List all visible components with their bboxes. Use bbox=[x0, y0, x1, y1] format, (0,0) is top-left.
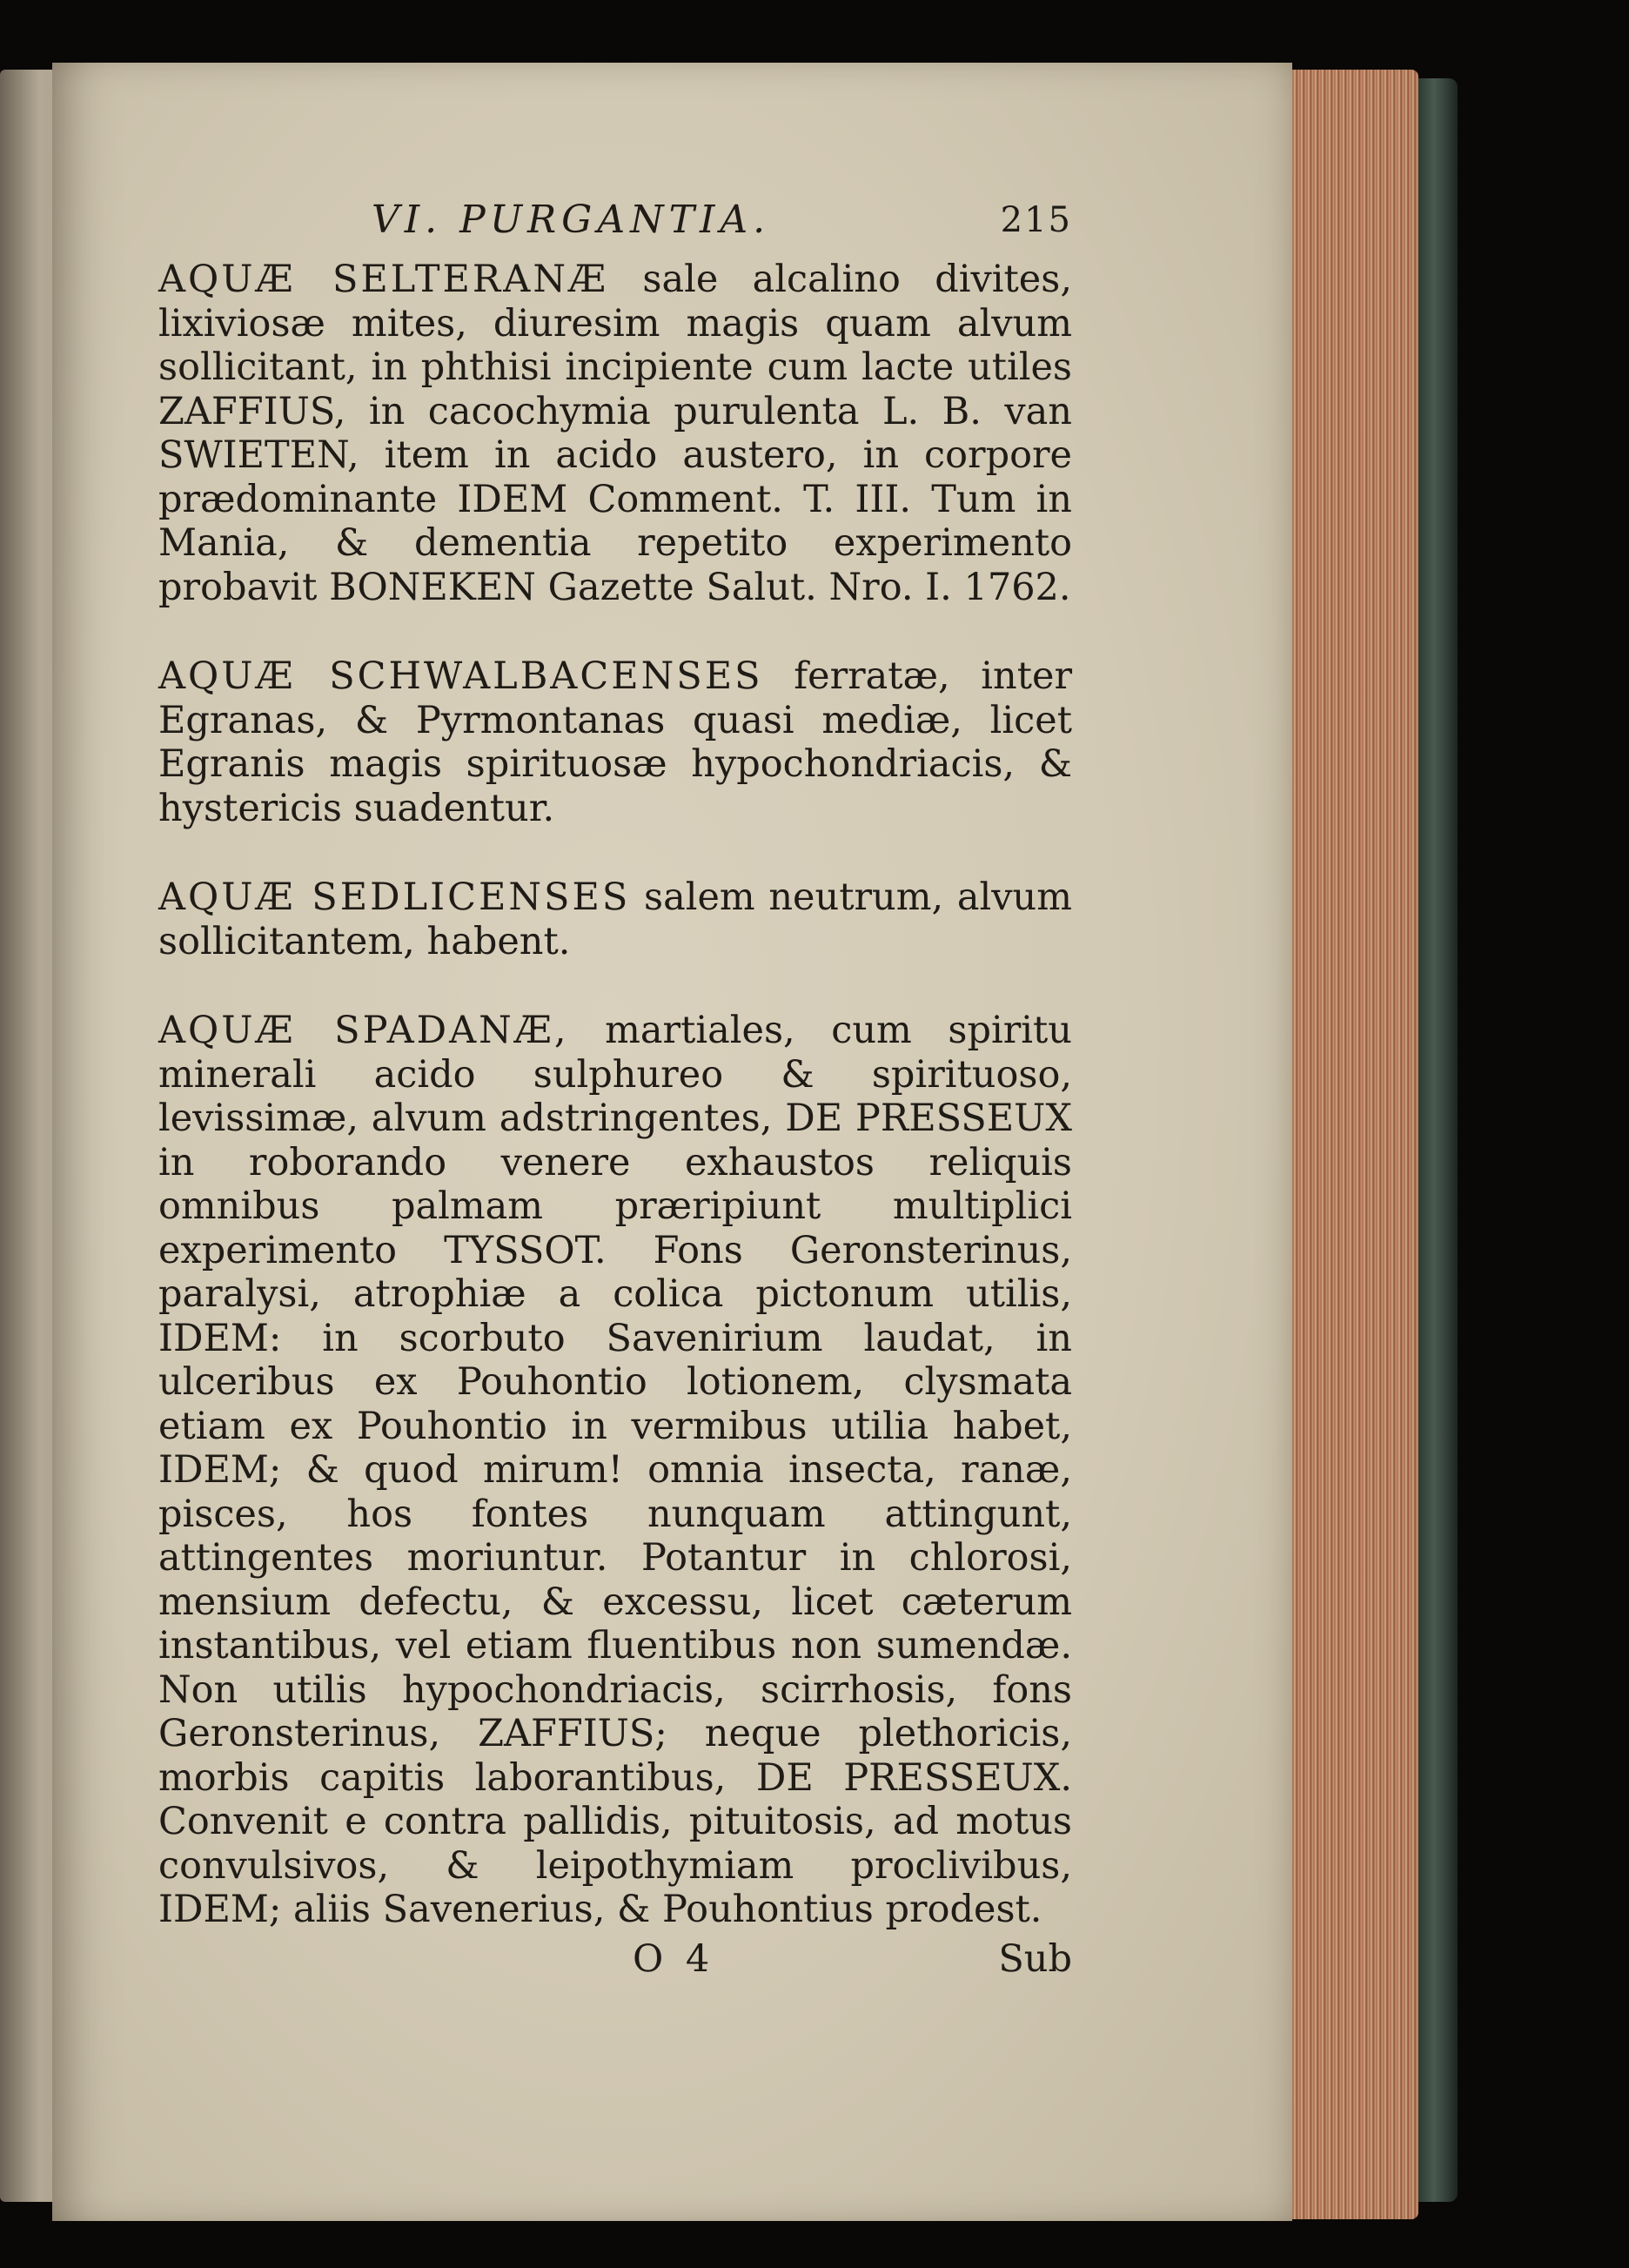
paragraph-body: salem neutrum, alvum sollicitantem, habent. bbox=[158, 876, 1072, 963]
paragraph-spadanae bbox=[158, 1009, 1072, 1932]
paragraph-selteranae bbox=[158, 258, 1072, 609]
page-block-edges bbox=[1270, 70, 1418, 2219]
paragraph-schwalbacenses bbox=[158, 654, 1072, 830]
running-title: VI. PURGANTIA. bbox=[372, 198, 771, 242]
page-header bbox=[158, 198, 1072, 252]
catchword: Sub bbox=[998, 1936, 1072, 1981]
page-number: 215 bbox=[1000, 200, 1072, 240]
page-footer bbox=[158, 1937, 1072, 1990]
paragraph-lead: AQUÆ SCHWALBACENSES bbox=[158, 654, 763, 698]
paragraph-body: martiales, cum spiritu minerali acido sulphureo & spirituoso, levissimæ, alvum adstringentes, DE PRESSEUX in roborando venere exhaustos reliquis omnibus palmam præripiunt multiplici experimento TYSSOT. Fons Geronsterinus, paralysi, atrophiæ a colica pictonum utilis, IDEM: in scorbuto Savenirium laudat, in ulceribus ex Pouhontio lotionem, clysmata etiam ex Pouhontio in vermibus utilia habet, IDEM; & quod mirum! omnia insecta, ranæ, pisces, hos fontes nunquam attingunt, attingentes moriuntur. Potantur in chlorosi, mensium defectu, & excessu, licet cæterum instantibus, vel etiam fluentibus non sumendæ. Non utilis hypochondriacis, scirrhosis, fons Geronsterinus, ZAFFIUS; neque plethoricis, morbis capitis laborantibus, DE PRESSEUX. Convenit e contra pallidis, pituitosis, ad motus convulsivos, & leipothymiam proclivibus, IDEM; aliis Savenerius, & Pouhontius prodest. bbox=[158, 1009, 1072, 1931]
paragraph-body: sale alcalino divites, lixiviosæ mites, diuresim magis quam alvum sollicitant, in phthisi incipiente cum lacte utiles ZAFFIUS, in cacochymia purulenta L. B. van SWIETEN, item in acido austero, in corpore prædominante IDEM Comment. T. III. Tum in Mania, & dementia repetito experimento probavit BONEKEN Gazette Salut. Nro. I. 1762. bbox=[158, 258, 1072, 609]
paragraph-body: ferratæ, inter Egranas, & Pyrmontanas quasi mediæ, licet Egranis magis spirituosæ hypochondriacis, & hystericis suadentur. bbox=[158, 654, 1073, 830]
page-text bbox=[158, 198, 1072, 1990]
paragraph-lead: AQUÆ SPADANÆ, bbox=[158, 1009, 569, 1052]
paragraph-lead: AQUÆ SEDLICENSES bbox=[158, 876, 631, 919]
paragraph-lead: AQUÆ SELTERANÆ bbox=[158, 258, 609, 301]
book-cover bbox=[1418, 78, 1458, 2202]
paragraph-sedlicenses bbox=[158, 876, 1072, 963]
signature-mark: O 4 bbox=[633, 1936, 715, 1981]
